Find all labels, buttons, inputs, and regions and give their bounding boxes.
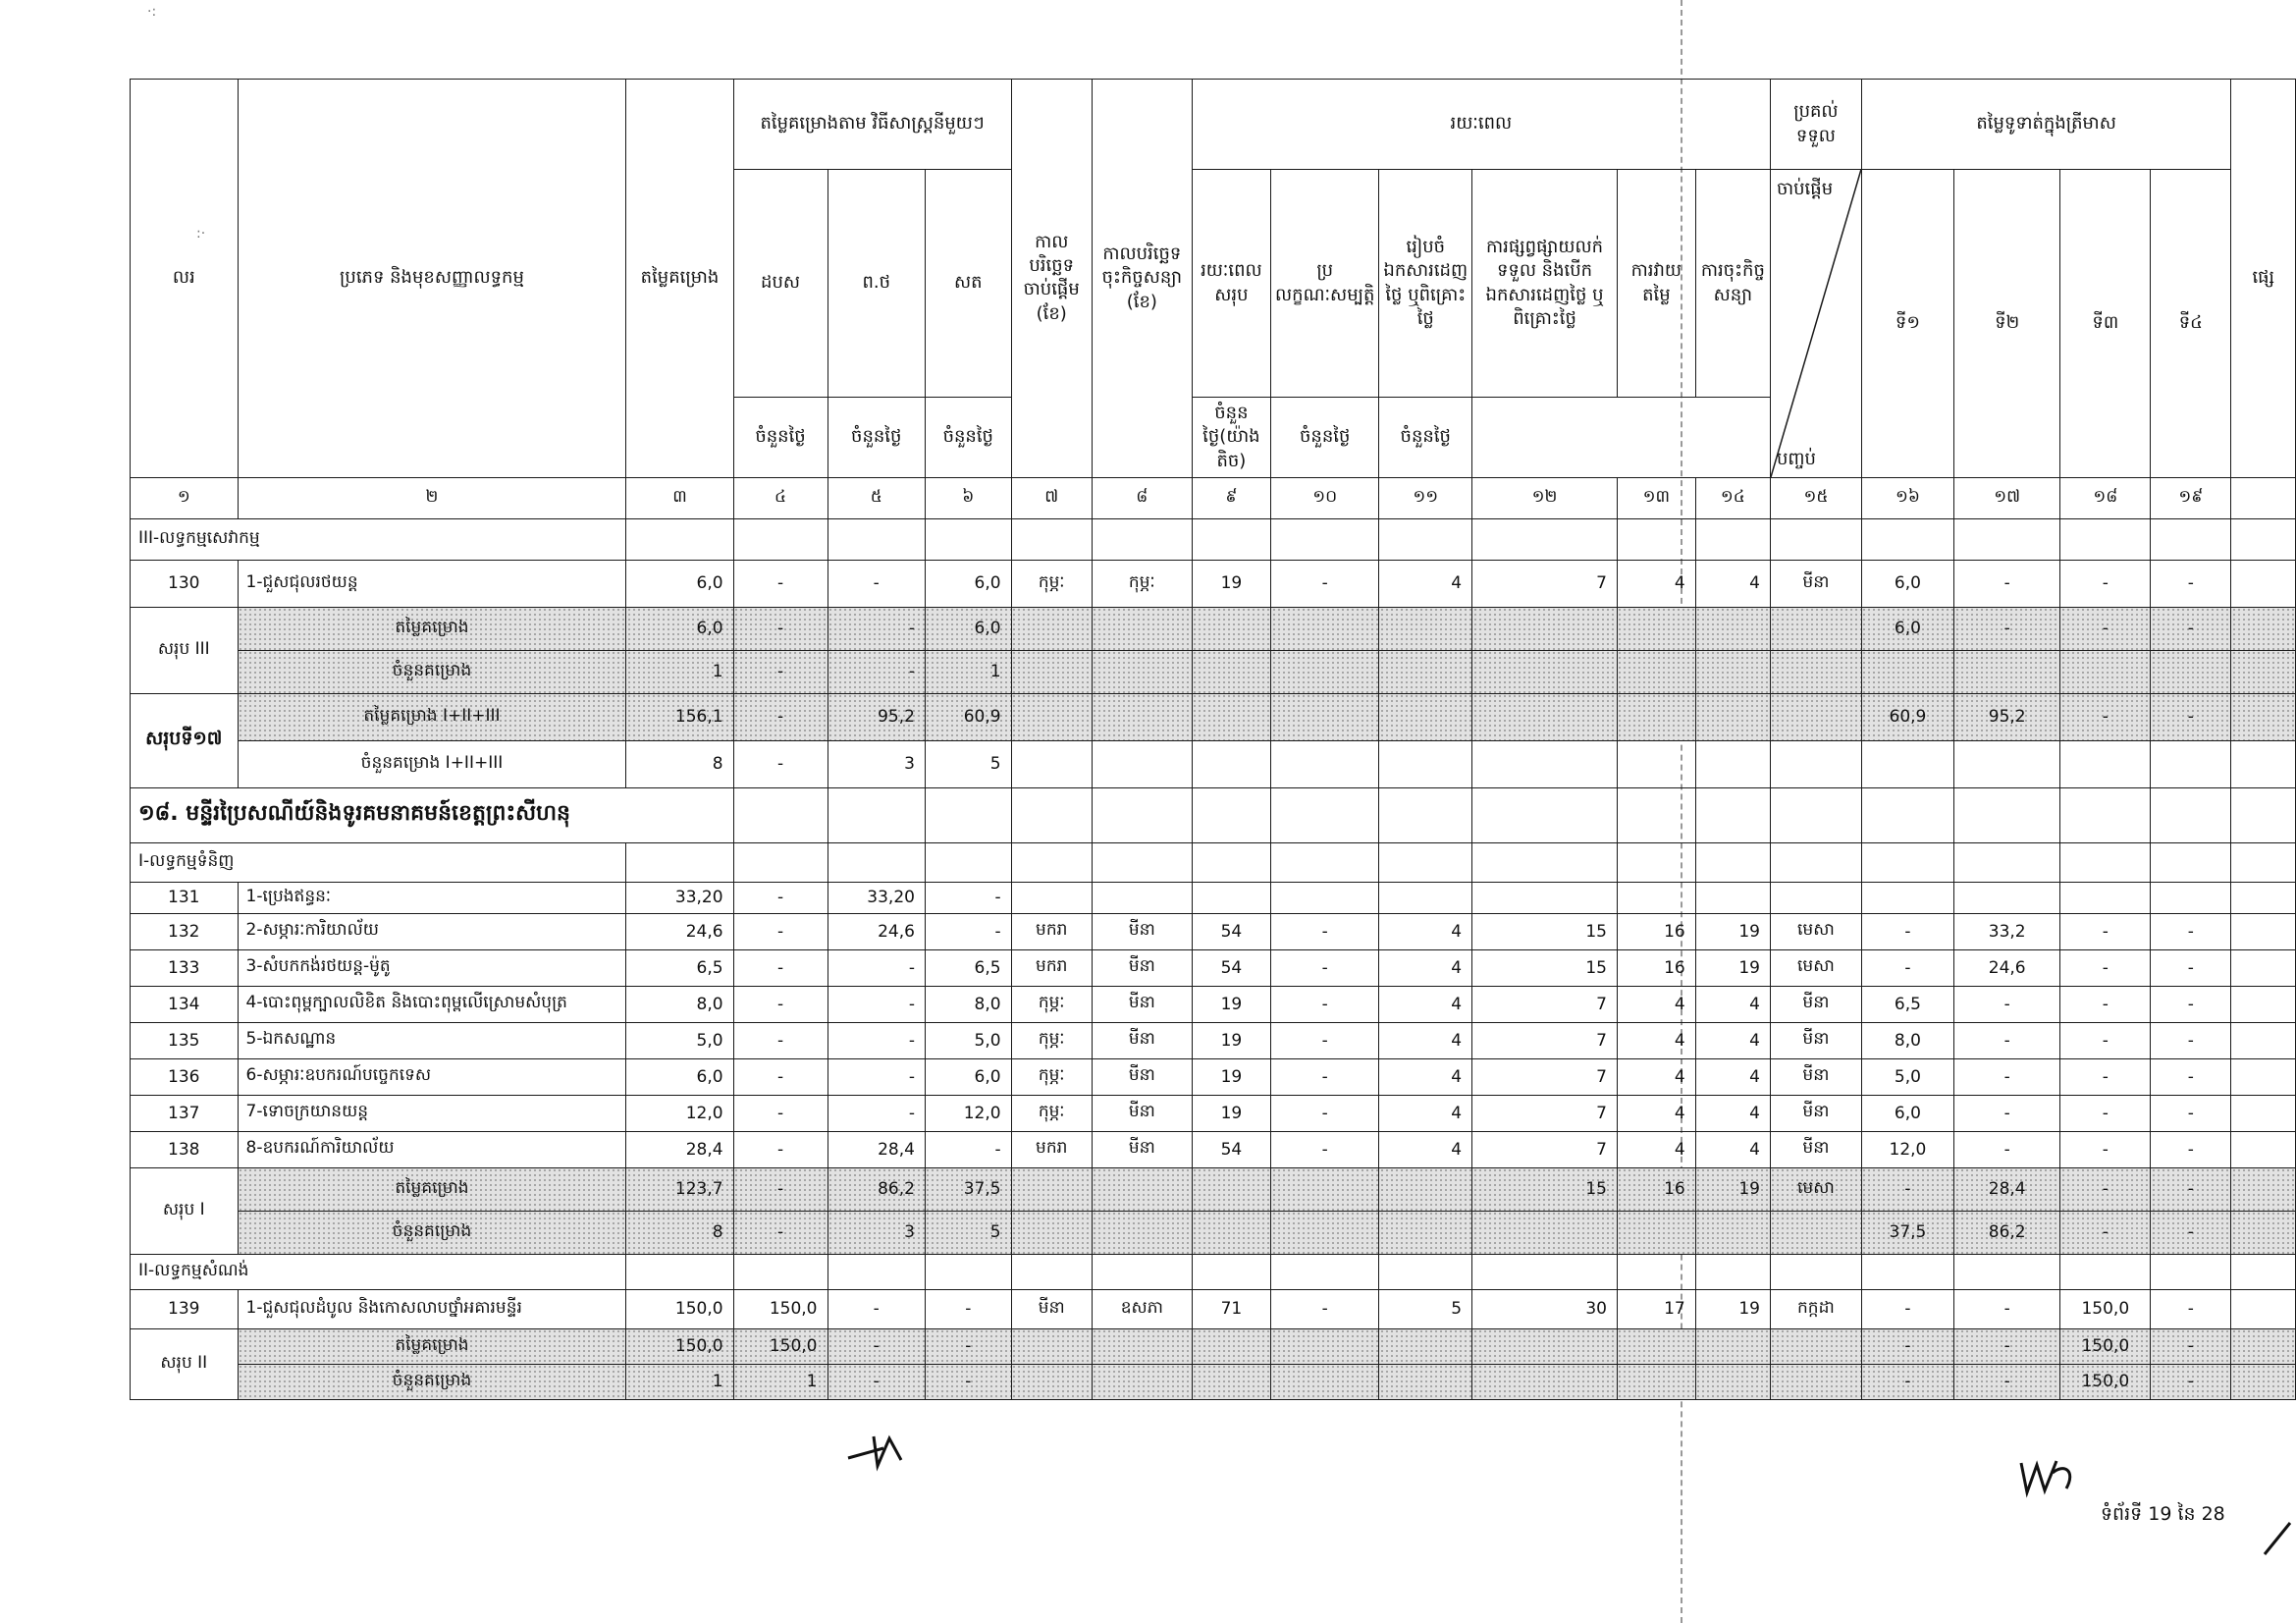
cell-d4: 7 — [1472, 1058, 1618, 1095]
cell-q4: - — [2151, 949, 2231, 986]
cell-total: 12,0 — [626, 1095, 733, 1131]
colnum: ១៩ — [2151, 477, 2231, 518]
cell-q2: - — [1954, 986, 2060, 1022]
subtotal-count-row: ចំនួនគម្រោង 1 - - 1 — [131, 650, 2296, 693]
cell-a: - — [733, 1131, 828, 1167]
colnum: ៨ — [1092, 477, 1192, 518]
colnum: ៩ — [1192, 477, 1270, 518]
cell-b: 28,4 — [828, 1131, 925, 1167]
section-title-row — [131, 1254, 2296, 1289]
cell-q2: 24,6 — [1954, 949, 2060, 986]
cell-q2 — [1954, 882, 2060, 913]
section-title: I-លទ្ធកម្មទំនិញ — [131, 842, 626, 882]
page-number: ទំព័រទី 19 នៃ 28 — [2101, 1503, 2225, 1525]
cell-d3: 4 — [1379, 913, 1472, 949]
cell-d3: 4 — [1379, 986, 1472, 1022]
cell-a: - — [733, 986, 828, 1022]
grand-total-count-row: ចំនួនគម្រោង I+II+III 8 - 3 5 — [131, 740, 2296, 787]
colnum: ១២ — [1472, 477, 1618, 518]
cell-d6: 19 — [1695, 913, 1770, 949]
cell-q4 — [2151, 882, 2231, 913]
header-duration-group: រយៈពេល — [1192, 80, 1770, 170]
subtotal-row: សរុប I តម្លៃគម្រោង 123,7 - 86,2 37,5 15 16 19 មេសា - 28,4 - - — [131, 1167, 2296, 1211]
cell-q2: - — [1954, 1131, 2060, 1167]
cell-q1: 6,5 — [1861, 986, 1953, 1022]
cell-start: មករា — [1011, 1131, 1092, 1167]
cell-start: កុម្ភៈ — [1011, 1058, 1092, 1095]
cell-d3: 4 — [1379, 1131, 1472, 1167]
subtotal-row: សរុប II តម្លៃគម្រោង 150,0 150,0 - - - - 150,0 - — [131, 1328, 2296, 1364]
cell-name: 6-សម្ភារៈឧបករណ៍បច្ចេកទេស — [238, 1058, 626, 1095]
cell-q3: - — [2060, 913, 2151, 949]
cell-no: 133 — [131, 949, 239, 986]
cell-no: 135 — [131, 1022, 239, 1058]
cell-c: - — [925, 882, 1011, 913]
cell-sign: មីនា — [1092, 1022, 1192, 1058]
colnum: ៥ — [828, 477, 925, 518]
section-title: II-លទ្ធកម្មសំណង់ — [131, 1254, 626, 1289]
header-fund-c: សត — [925, 170, 1011, 398]
cell-name: 7-ទោចក្រយានយន្ត — [238, 1095, 626, 1131]
cell-d3: 4 — [1379, 949, 1472, 986]
cell-no: 134 — [131, 986, 239, 1022]
header-dur-total: រយៈពេលសរុប — [1192, 170, 1270, 398]
cell-a: - — [733, 913, 828, 949]
cell-c: - — [925, 1131, 1011, 1167]
cell-c: - — [925, 913, 1011, 949]
subtotal-label: សរុប II — [131, 1328, 239, 1399]
cell-d4 — [1472, 882, 1618, 913]
cell-q2: - — [1954, 1058, 2060, 1095]
cell-d1: 54 — [1192, 1131, 1270, 1167]
colnum: ៦ — [925, 477, 1011, 518]
cell-d5: 4 — [1617, 1022, 1695, 1058]
unit-days-min: ចំនួនថ្ងៃ(យ៉ាងតិច) — [1192, 398, 1270, 478]
cell-b: - — [828, 1095, 925, 1131]
cell-sign: មីនា — [1092, 1058, 1192, 1095]
header-delivery-group: ប្រគល់ ទទួល — [1770, 80, 1861, 170]
cell-d3: 4 — [1379, 1058, 1472, 1095]
cell-b: - — [828, 1022, 925, 1058]
cell-d2: - — [1271, 1058, 1379, 1095]
cell-d5: 16 — [1617, 913, 1695, 949]
cell-d4: 7 — [1472, 1022, 1618, 1058]
cell-sign: មីនា — [1092, 949, 1192, 986]
cell-q4: - — [2151, 913, 2231, 949]
cell-d5 — [1617, 882, 1695, 913]
colnum: ១៣ — [1617, 477, 1695, 518]
cell-no: 136 — [131, 1058, 239, 1095]
colnum: ១៥ — [1770, 477, 1861, 518]
header-fund-a: ដបស — [733, 170, 828, 398]
cell-q3: - — [2060, 1058, 2151, 1095]
cell-c: 6,0 — [925, 1058, 1011, 1095]
cell-q4: - — [2151, 1095, 2231, 1131]
header-no: លរ — [131, 80, 239, 478]
cell-d6: 4 — [1695, 1058, 1770, 1095]
cell-name: 2-សម្ភារៈការិយាល័យ — [238, 913, 626, 949]
table-row — [131, 1095, 2296, 1131]
unit-days: ចំនួនថ្ងៃ — [828, 398, 925, 478]
subtotal-label: សរុប III — [131, 607, 239, 693]
cell-a: - — [733, 882, 828, 913]
cell-d6: 4 — [1695, 1022, 1770, 1058]
cell-d3 — [1379, 882, 1472, 913]
cell-q4: - — [2151, 1058, 2231, 1095]
unit-days: ចំនួនថ្ងៃ — [1379, 398, 1472, 478]
cell-name: 3-សំបកកង់រថយន្ត-ម៉ូតូ — [238, 949, 626, 986]
cell-sign: មីនា — [1092, 913, 1192, 949]
header-type: ប្រភេទ និងមុខសញ្ញាលទ្ធកម្ម — [238, 80, 626, 478]
colnum: ១ — [131, 477, 239, 518]
cell-d5: 4 — [1617, 1058, 1695, 1095]
cell-d5: 16 — [1617, 949, 1695, 986]
cell-deliv: មេសា — [1770, 949, 1861, 986]
cell-deliv: មីនា — [1770, 1131, 1861, 1167]
cell-c: 5,0 — [925, 1022, 1011, 1058]
header-start-month: កាលបរិច្ឆេទចាប់ផ្តើម (ខែ) — [1011, 80, 1092, 478]
colnum: ២ — [238, 477, 626, 518]
subtotal-count-row: ចំនួនគម្រោង 8 - 3 5 37,5 86,2 - - — [131, 1211, 2296, 1254]
cell-d2: - — [1271, 1022, 1379, 1058]
cell-q1 — [1861, 882, 1953, 913]
cell-d5: 4 — [1617, 986, 1695, 1022]
cell-d1: 19 — [1192, 1058, 1270, 1095]
cell-q4: - — [2151, 1131, 2231, 1167]
table-row — [131, 1058, 2296, 1095]
header-dur-publish: ការផ្សព្វផ្សាយលក់ ទទួល និងបើកឯកសារដេញថ្លៃ ឬ ពិគ្រោះថ្លៃ — [1472, 170, 1618, 398]
cell-deliv: មេសា — [1770, 913, 1861, 949]
column-number-row — [131, 477, 2296, 518]
cell-deliv — [1770, 882, 1861, 913]
cell-b: 24,6 — [828, 913, 925, 949]
cell-d4: 15 — [1472, 949, 1618, 986]
cell-q1: 5,0 — [1861, 1058, 1953, 1095]
cell-q3: - — [2060, 986, 2151, 1022]
cell-q2: - — [1954, 1022, 2060, 1058]
cell-total: 6,0 — [626, 1058, 733, 1095]
cell-b: - — [828, 1058, 925, 1095]
cell-start: មករា — [1011, 949, 1092, 986]
cell-q3: - — [2060, 1022, 2151, 1058]
cell-d5: 4 — [1617, 1131, 1695, 1167]
header-q2: ទី២ — [1954, 170, 2060, 478]
section-title: III-លទ្ធកម្មសេវាកម្ម — [131, 518, 626, 560]
cell-d1: 54 — [1192, 949, 1270, 986]
cell-name: 8-ឧបករណ៍ការិយាល័យ — [238, 1131, 626, 1167]
cell-a: - — [733, 1022, 828, 1058]
cell-d2: - — [1271, 1095, 1379, 1131]
cell-start — [1011, 882, 1092, 913]
colnum: ១៧ — [1954, 477, 2060, 518]
cell-c: 6,5 — [925, 949, 1011, 986]
organization-row — [131, 787, 2296, 842]
cell-d3: 4 — [1379, 1095, 1472, 1131]
cell-no: 137 — [131, 1095, 239, 1131]
cell-q2: 33,2 — [1954, 913, 2060, 949]
signature-initial-left — [844, 1429, 923, 1473]
table-row: 139 1-ជួសជុលដំបូល និងកោសលាបថ្នាំអគារមន្ទីរ 150,0 150,0 - - មីនា ឧសភា 71 - 5 30 17 19 កក្កដា - - 150,0 - — [131, 1289, 2296, 1328]
cell-d6: 4 — [1695, 1131, 1770, 1167]
cell-c: 8,0 — [925, 986, 1011, 1022]
table-row — [131, 913, 2296, 949]
cell-d4: 7 — [1472, 1095, 1618, 1131]
cell-q1: 8,0 — [1861, 1022, 1953, 1058]
cell-total: 33,20 — [626, 882, 733, 913]
cell-q3: - — [2060, 1131, 2151, 1167]
colnum: ៤ — [733, 477, 828, 518]
cell-d2: - — [1271, 913, 1379, 949]
cell-name: 5-ឯកសណ្ឋាន — [238, 1022, 626, 1058]
cell-start: មករា — [1011, 913, 1092, 949]
header-q4: ទី៤ — [2151, 170, 2231, 478]
header-dur-evaluate: ការវាយតម្លៃ — [1617, 170, 1695, 398]
subtotal-count-row: ចំនួនគម្រោង 1 1 - - - - 150,0 - — [131, 1364, 2296, 1399]
cell-d5: 4 — [1617, 1095, 1695, 1131]
cell-d6: 4 — [1695, 1095, 1770, 1131]
header-delivery-start-end — [1770, 170, 1861, 478]
table-row — [131, 949, 2296, 986]
section-title-row — [131, 518, 2296, 560]
header-q3: ទី៣ — [2060, 170, 2151, 478]
cell-sign: មីនា — [1092, 986, 1192, 1022]
cell-q3: - — [2060, 1095, 2151, 1131]
cell-q1: - — [1861, 913, 1953, 949]
cell-q1: 6,0 — [1861, 1095, 1953, 1131]
cell-total: 24,6 — [626, 913, 733, 949]
cell-sign — [1092, 882, 1192, 913]
header-dur-contract: ការចុះកិច្ចសន្យា — [1695, 170, 1770, 398]
organization-title: ១៨. មន្ទីរប្រៃសណីយ៍និងទូរគមនាគមន៍ខេត្តព្រះសីហនុ — [131, 787, 734, 842]
procurement-plan-table — [130, 79, 2296, 1400]
cell-d2: - — [1271, 986, 1379, 1022]
section-title-row — [131, 842, 2296, 882]
cell-c: 12,0 — [925, 1095, 1011, 1131]
cell-start: កុម្ភៈ — [1011, 986, 1092, 1022]
cell-d4: 7 — [1472, 986, 1618, 1022]
cell-start: កុម្ភៈ — [1011, 1095, 1092, 1131]
cell-total: 5,0 — [626, 1022, 733, 1058]
colnum: ១៦ — [1861, 477, 1953, 518]
header-sign-month: កាលបរិច្ឆេទចុះកិច្ចសន្យា (ខែ) — [1092, 80, 1192, 478]
cell-q4: - — [2151, 1022, 2231, 1058]
header-funding-group: តម្លៃគម្រោងតាម វិធីសាស្ត្រនីមួយៗ — [733, 80, 1011, 170]
cell-d3: 4 — [1379, 1022, 1472, 1058]
cell-d1 — [1192, 882, 1270, 913]
cell-total: 6,5 — [626, 949, 733, 986]
cell-a: - — [733, 1095, 828, 1131]
cell-total: 8,0 — [626, 986, 733, 1022]
unit-days: ចំនួនថ្ងៃ — [733, 398, 828, 478]
colnum: ១៤ — [1695, 477, 1770, 518]
cell-q1: - — [1861, 949, 1953, 986]
header-quarter-group: តម្លៃទូទាត់ក្នុងត្រីមាស — [1861, 80, 2231, 170]
grand-total-row: សរុបទី១៧ តម្លៃគម្រោង I+II+III 156,1 - 95,2 60,9 60,9 95,2 - - — [131, 693, 2296, 740]
cell-sign: មីនា — [1092, 1131, 1192, 1167]
colnum: ១៨ — [2060, 477, 2151, 518]
cell-b: - — [828, 949, 925, 986]
cell-q1: 12,0 — [1861, 1131, 1953, 1167]
cell-name: 1-ប្រេងឥន្ធនៈ — [238, 882, 626, 913]
cell-q2: - — [1954, 1095, 2060, 1131]
cell-q3: - — [2060, 949, 2151, 986]
header-cut-col: ផ្សេ — [2231, 80, 2296, 478]
cell-sign: មីនា — [1092, 1095, 1192, 1131]
cell-d2: - — [1271, 949, 1379, 986]
header-q1: ទី១ — [1861, 170, 1953, 478]
unit-days: ចំនួនថ្ងៃ — [925, 398, 1011, 478]
header-cost: តម្លៃគម្រោង — [626, 80, 733, 478]
cell-start: កុម្ភៈ — [1011, 1022, 1092, 1058]
cell-no: 131 — [131, 882, 239, 913]
table-row: 130 1-ជួសជុលរថយន្ត 6,0 - - 6,0 កុម្ភៈ កុម្ភៈ 19 - 4 7 4 4 មីនា 6,0 - - - — [131, 560, 2296, 607]
cell-d2: - — [1271, 1131, 1379, 1167]
cell-no: 132 — [131, 913, 239, 949]
cell-deliv: មីនា — [1770, 1095, 1861, 1131]
scan-speck: ·: — [147, 4, 157, 20]
cell-total: 28,4 — [626, 1131, 733, 1167]
cell-deliv: មីនា — [1770, 986, 1861, 1022]
delivery-end-label: បញ្ចប់ — [1776, 448, 1816, 469]
table-row — [131, 986, 2296, 1022]
cell-q4: - — [2151, 986, 2231, 1022]
cell-d6 — [1695, 882, 1770, 913]
cell-deliv: មីនា — [1770, 1058, 1861, 1095]
subtotal-label: សរុប I — [131, 1167, 239, 1254]
grand-total-label: សរុបទី១៧ — [131, 693, 239, 787]
corner-mark — [2263, 1517, 2292, 1556]
cell-d1: 19 — [1192, 1095, 1270, 1131]
cell-d4: 7 — [1472, 1131, 1618, 1167]
colnum: ៧ — [1011, 477, 1092, 518]
signature-initial-right — [2017, 1453, 2086, 1502]
cell-d1: 19 — [1192, 986, 1270, 1022]
cell-name: 4-បោះពុម្ពក្បាលលិខិត និងបោះពុម្ពលើស្រោមសំបុត្រ — [238, 986, 626, 1022]
delivery-start-label: ចាប់ផ្តើម — [1776, 179, 1834, 199]
cell-no: 138 — [131, 1131, 239, 1167]
header-fund-b: ព.ថ — [828, 170, 925, 398]
header-dur-qualification: ប្រលក្ខណៈសម្បត្តិ — [1271, 170, 1379, 398]
scan-speck: :· — [196, 226, 206, 242]
cell-a: - — [733, 1058, 828, 1095]
cell-b: 33,20 — [828, 882, 925, 913]
cell-a: - — [733, 949, 828, 986]
unit-days: ចំនួនថ្ងៃ — [1271, 398, 1379, 478]
cell-d6: 19 — [1695, 949, 1770, 986]
cell-b: - — [828, 986, 925, 1022]
cell-d2 — [1271, 882, 1379, 913]
colnum: ៣ — [626, 477, 733, 518]
header-dur-prepare: រៀបចំឯកសារដេញថ្លៃ ឬពិគ្រោះថ្លៃ — [1379, 170, 1472, 398]
cell-d6: 4 — [1695, 986, 1770, 1022]
cell-d1: 19 — [1192, 1022, 1270, 1058]
cell-q3 — [2060, 882, 2151, 913]
cell-d1: 54 — [1192, 913, 1270, 949]
table-row — [131, 1131, 2296, 1167]
table-row — [131, 1022, 2296, 1058]
cell-d4: 15 — [1472, 913, 1618, 949]
subtotal-row: សរុប III តម្លៃគម្រោង 6,0 - - 6,0 6,0 - - - — [131, 607, 2296, 650]
colnum: ១១ — [1379, 477, 1472, 518]
cell-deliv: មីនា — [1770, 1022, 1861, 1058]
table-row — [131, 882, 2296, 913]
diagonal-divider — [1771, 170, 1861, 477]
colnum: ១០ — [1271, 477, 1379, 518]
